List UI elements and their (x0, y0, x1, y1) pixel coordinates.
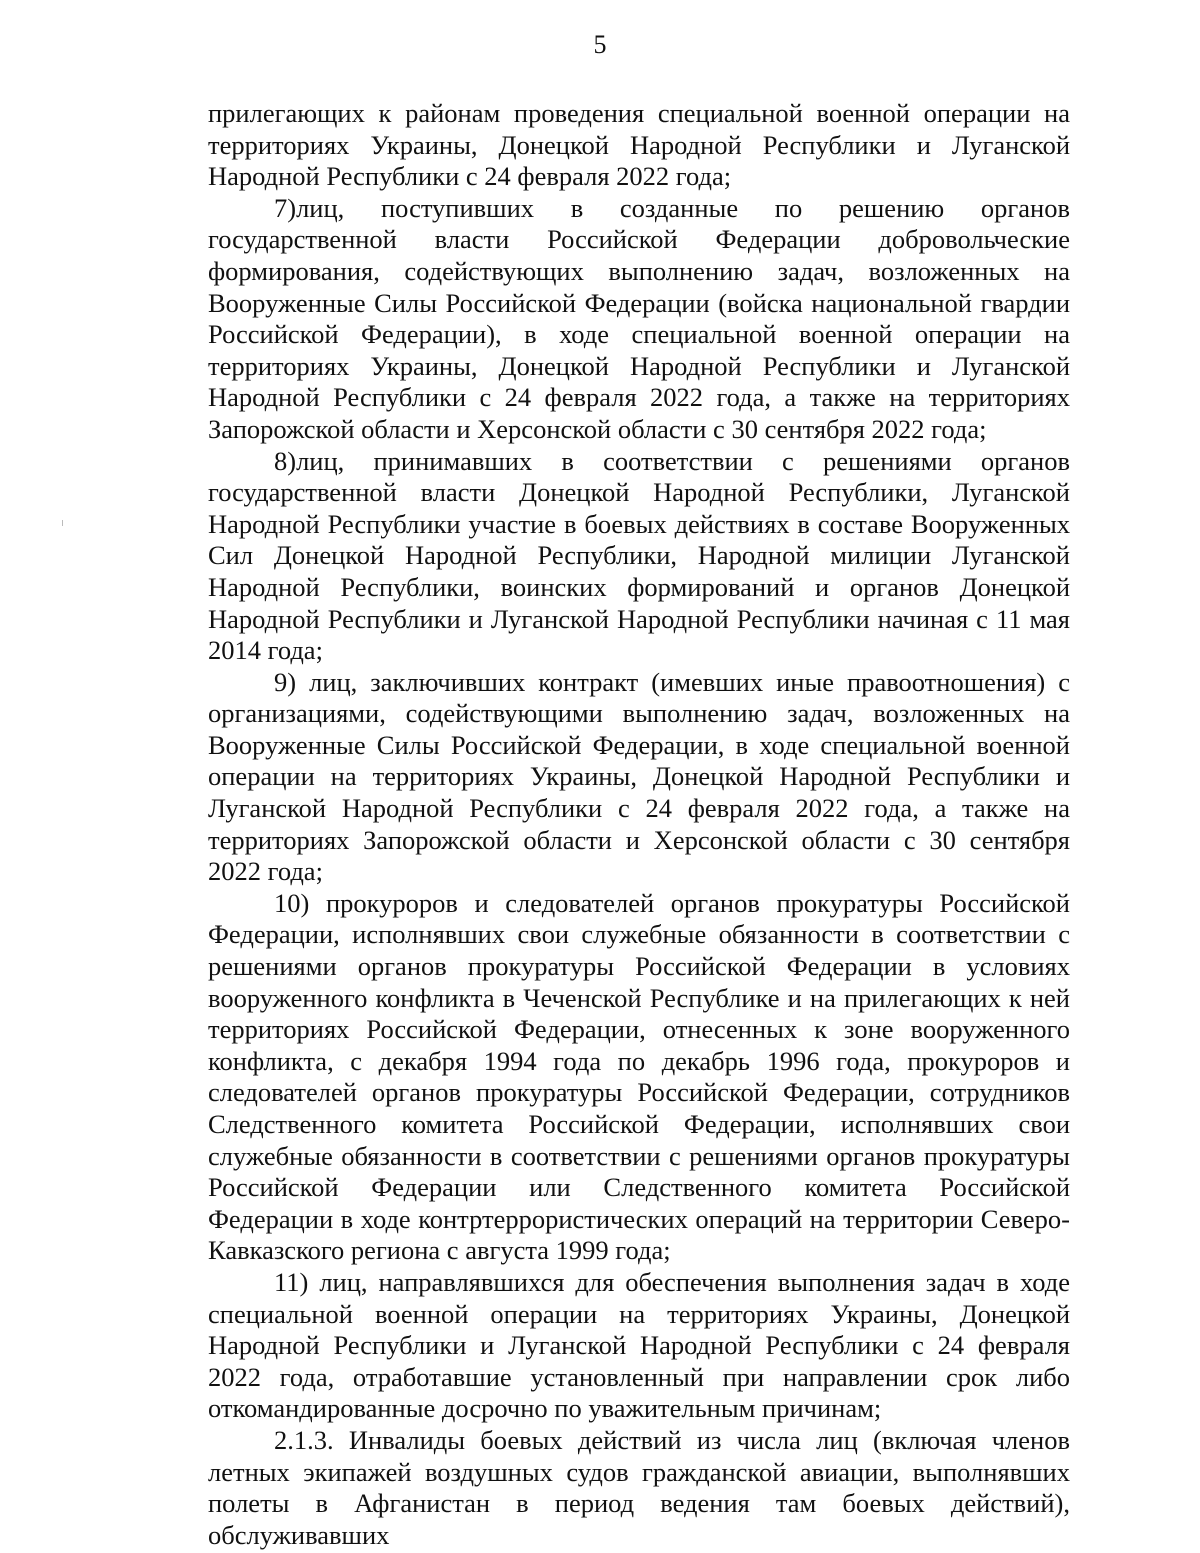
paragraph-item-11: 11) лиц, направлявшихся для обеспечения выполнения задач в ходе специальной военной операции на территориях Украины, Донецкой Народной Республики и Луганской Народной Республики с 24 февраля 2022 года, отработавшие установленный при направлении срок либо откомандированные досрочно по уважительным причинам; (208, 1266, 1070, 1424)
paragraph-section-2-1-3: 2.1.3. Инвалиды боевых действий из числа лиц (включая членов летных экипажей воздушных судов гражданской авиации, выполнявших полеты в Афганистан в период ведения там боевых действий), обслуживавших (208, 1424, 1070, 1550)
paragraph-item-8: 8)лиц, принимавших в соответствии с решениями органов государственной власти Донецкой Народной Республики, Луганской Народной Республики участие в боевых действиях в составе Вооруженных Сил Донецкой Народной Республики, Народной милиции Луганской Народной Республики, воинских формирований и органов Донецкой Народной Республики и Луганской Народной Республики начиная с 11 мая 2014 года; (208, 445, 1070, 666)
paragraph-continuation: прилегающих к районам проведения специальной военной операции на территориях Украины, Донецкой Народной Республики и Луганской Народной Республики с 24 февраля 2022 года; (208, 98, 1070, 192)
paragraph-item-9: 9) лиц, заключивших контракт (имевших иные правоотношения) с организациями, содействующими выполнению задач, возложенных на Вооруженные Силы Российской Федерации, в ходе специальной военной операции на территориях Украины, Донецкой Народной Республики и Луганской Народной Республики с 24 февраля 2022 года, а также на территориях Запорожской области и Херсонской области с 30 сентября 2022 года; (208, 666, 1070, 887)
scan-margin-mark (62, 520, 63, 526)
document-body (208, 98, 1070, 1551)
page-number: 5 (593, 30, 607, 59)
paragraph-item-7: 7)лиц, поступивших в созданные по решению органов государственной власти Российской Федерации добровольческие формирования, содействующих выполнению задач, возложенных на Вооруженные Силы Российской Федерации (войска национальной гвардии Российской Федерации), в ходе специальной военной операции на территориях Украины, Донецкой Народной Республики и Луганской Народной Республики с 24 февраля 2022 года, а также на территориях Запорожской области и Херсонской области с 30 сентября 2022 года; (208, 192, 1070, 444)
paragraph-item-10: 10) прокуроров и следователей органов прокуратуры Российской Федерации, исполнявших свои служебные обязанности в соответствии с решениями органов прокуратуры Российской Федерации в условиях вооруженного конфликта в Чеченской Республике и на прилегающих к ней территориях Российской Федерации, отнесенных к зоне вооруженного конфликта, с декабря 1994 года по декабрь 1996 года, прокуроров и следователей органов прокуратуры Российской Федерации, сотрудников Следственного комитета Российской Федерации, исполнявших свои служебные обязанности в соответствии с решениями органов прокуратуры Российской Федерации или Следственного комитета Российской Федерации в ходе контртеррористических операций на территории Северо-Кавказского региона с августа 1999 года; (208, 887, 1070, 1266)
